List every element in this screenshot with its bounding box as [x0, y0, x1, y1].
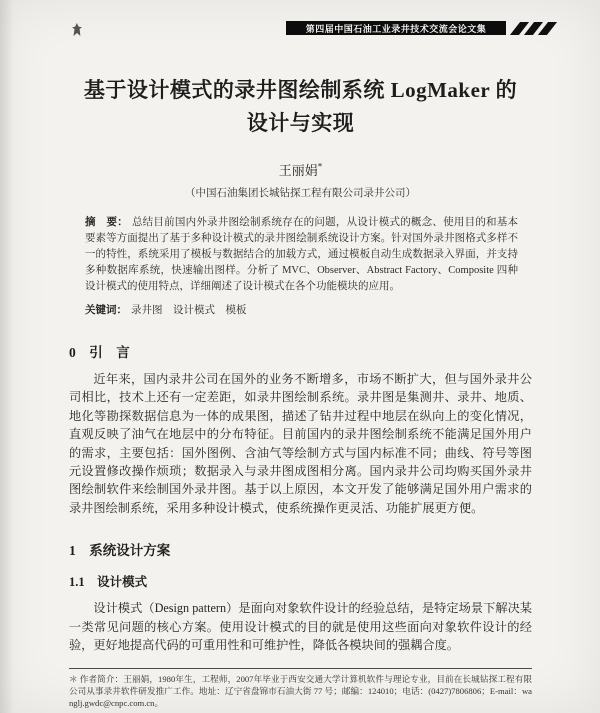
section-1-heading: 1 系统设计方案 [69, 543, 171, 559]
footnote-text: 作者简介：王丽娟，1980年生，工程师，2007年毕业于西安交通大学计算机软件与理论专业，目前在长城钻探工程有限公司从事录井软件研发推广工作。地址：辽宁省盘锦市石油大街 77 号；邮编：124010；电话：(0427)7806806；E-mail：wanglj.gwdc@cnpc.com.cn。 [69, 674, 532, 708]
author-name: 王丽娟 [278, 163, 318, 178]
keywords-text: 录井图 设计模式 模板 [131, 305, 247, 316]
abstract [85, 215, 518, 295]
footnote [69, 668, 532, 709]
affiliation: （中国石油集团长城钻探工程有限公司录井公司） [185, 188, 416, 199]
paper-title-line1: 基于设计模式的录井图绘制系统 LogMaker 的 [83, 78, 518, 102]
paper-content [69, 60, 532, 654]
paper-title [69, 74, 532, 140]
scan-edge-shadow [0, 0, 14, 713]
publisher-mark-icon [70, 22, 84, 37]
section-1-1-heading: 1.1 设计模式 [69, 575, 148, 590]
section-0-heading: 0 引 言 [69, 345, 130, 360]
author-footnote-mark: * [317, 161, 323, 172]
keywords-label: 关键词： [85, 305, 127, 316]
footnote-marker: ＊ [69, 674, 78, 684]
proceedings-title: 第四届中国石油工业录井技术交流会论文集 [305, 23, 487, 34]
section-1-1-paragraph: 设计模式（Design pattern）是面向对象软件设计的经验总结，是特定场景下解决某一类常见问题的核心方案。使用设计模式的目的就是使用这些面向对象软件设计的经验，更好地提高代码的可重用性和可维护性，降低各模块间的强耦合度。 [69, 601, 532, 653]
paper-title-line2: 设计与实现 [246, 111, 355, 135]
section-0-paragraph: 近年来，国内录井公司在国外的业务不断增多，市场不断扩大，但与国外录井公司相比，技术上还有一定差距，如录井图绘制系统。录井图是集测井、录井、地质、地化等勘探数据信息为一体的成果图，描述了钻井过程中地层在纵向上的变化情况，直观反映了油气在地层中的分布特征。目前国内的录井图绘制系统不能满足国外用户的需求，主要包括：国外图例、含油气等绘制方式与国内标准不同；曲线、符号等图元设置修改操作烦琐；数据录入与录井图成图相分离。国内录井公司均购买国外录井图绘制软件来绘制国外录井图。基于以上原因，本文开发了能够满足国外用户需求的录井图绘制系统，采用多种设计模式，使系统操作更灵活、功能扩展更方便。 [69, 372, 532, 515]
proceedings-header-bar [286, 21, 506, 35]
keywords [85, 303, 518, 319]
abstract-text: 总结目前国内外录井图绘制系统存在的问题，从设计模式的概念、使用目的和基本要素等方面提出了基于多种设计模式的录井图绘制系统设计方案。针对国外录井图格式多样不一的特性，系统采用了模板与数据结合的加载方式，通过模板自动生成数据录入界面，并支持多种数据库系统，快速输出图样。分析了 MVC、Observer、Abstract Factory、Composite 四种设计模式的使用特点，详细阐述了设计模式在各个功能模块的应用。 [85, 217, 519, 292]
author-line [69, 160, 532, 179]
abstract-label: 摘 要： [85, 217, 128, 228]
publisher-mark-glyph [70, 22, 84, 37]
header-slash-decoration-icon [510, 21, 552, 35]
